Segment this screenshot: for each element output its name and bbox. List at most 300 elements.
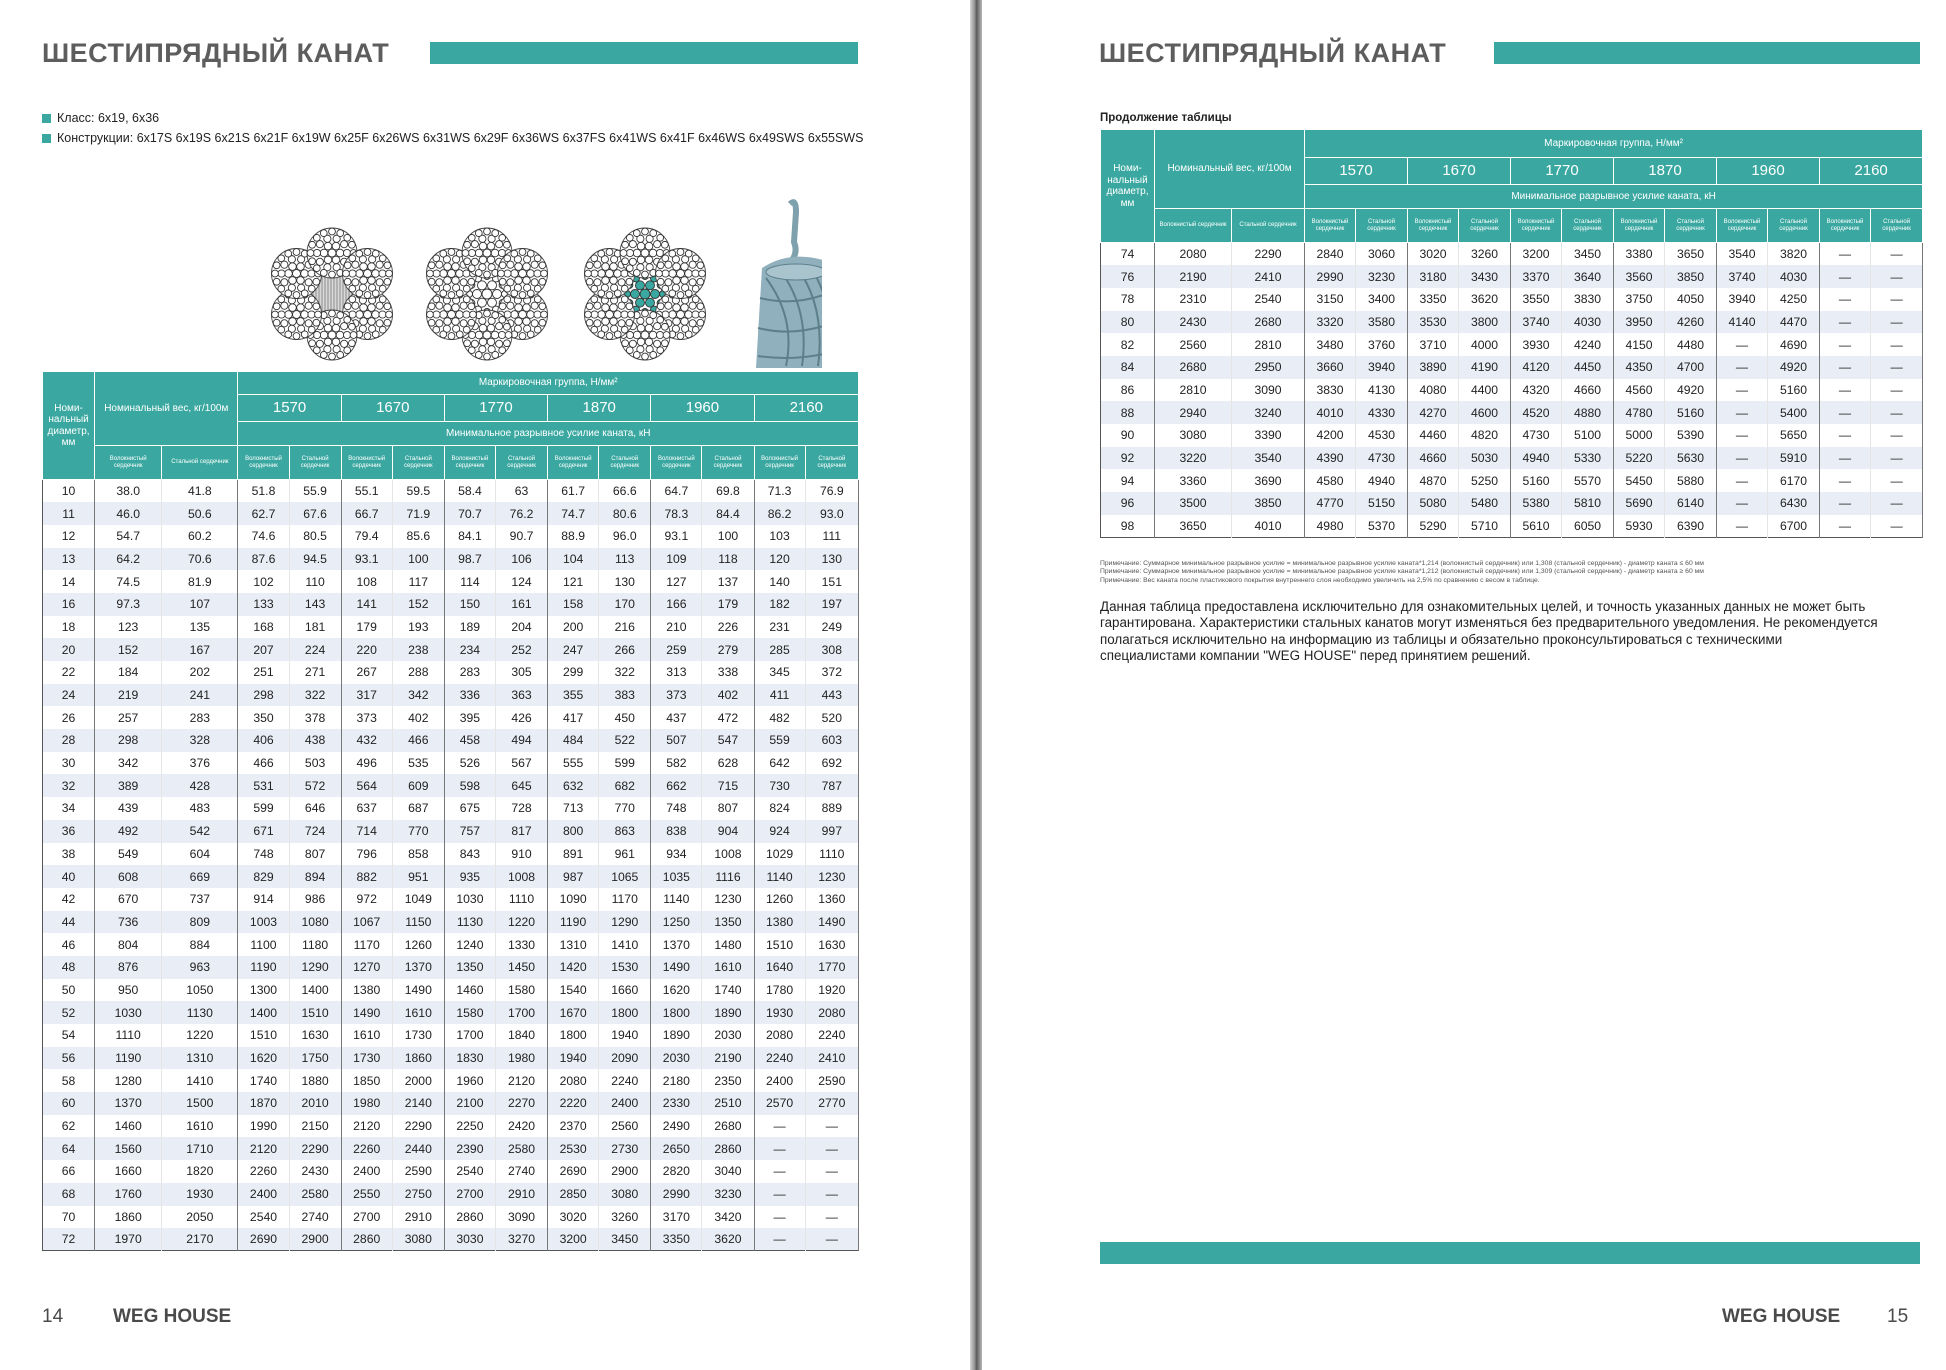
force-cell: 2770 (805, 1092, 858, 1115)
force-cell: 124 (495, 570, 547, 593)
diameter-cell: 62 (43, 1115, 95, 1138)
weight-cell: 3850 (1232, 492, 1305, 515)
force-cell: 986 (289, 888, 341, 911)
weight-header: Номинальный вес, кг/100м (1155, 130, 1305, 209)
weight-cell: 439 (95, 797, 162, 820)
force-cell: 2990 (1305, 265, 1356, 288)
force-cell: 4350 (1614, 356, 1665, 379)
diameter-cell: 22 (43, 661, 95, 684)
force-cell: 1920 (805, 979, 858, 1002)
force-cell: 2260 (341, 1137, 392, 1160)
diameter-cell: 36 (43, 820, 95, 843)
rope-specs (42, 111, 863, 151)
force-cell: — (1820, 447, 1871, 470)
force-cell: 363 (495, 684, 547, 707)
diameter-cell: 58 (43, 1069, 95, 1092)
force-cell: 4260 (1665, 311, 1717, 334)
force-cell: 494 (495, 729, 547, 752)
force-cell: 757 (444, 820, 495, 843)
force-cell: 93.0 (805, 502, 858, 525)
table-row (43, 1001, 859, 1024)
force-cell: 2400 (238, 1183, 289, 1206)
diameter-header: Номи-нальный диаметр, мм (43, 372, 95, 480)
fiber-core-header: Волокнистый сердечник (1511, 209, 1562, 243)
force-cell: 4140 (1717, 311, 1768, 334)
force-cell: 5480 (1459, 492, 1511, 515)
force-cell: 2290 (392, 1115, 444, 1138)
force-cell: 1510 (238, 1024, 289, 1047)
force-cell: 4000 (1459, 333, 1511, 356)
force-cell: 535 (392, 752, 444, 775)
grade-2160: 2160 (754, 395, 858, 422)
weight-cell: 2940 (1155, 401, 1232, 424)
force-cell: 3530 (1408, 311, 1459, 334)
force-cell: 152 (392, 593, 444, 616)
force-cell: 891 (548, 843, 599, 866)
weight-cell: 608 (95, 865, 162, 888)
table-row (1101, 401, 1923, 424)
right-page (982, 0, 1946, 1370)
force-cell: 2730 (599, 1137, 651, 1160)
weight-cell: 3220 (1155, 447, 1232, 470)
force-cell: 4870 (1408, 469, 1459, 492)
force-cell: 3450 (1562, 243, 1614, 266)
force-cell: — (1871, 515, 1923, 538)
force-cell: 2510 (702, 1092, 754, 1115)
table-row (1101, 288, 1923, 311)
force-cell: 1029 (754, 843, 805, 866)
weight-cell: 3080 (1155, 424, 1232, 447)
force-cell: 770 (392, 820, 444, 843)
force-cell: 1049 (392, 888, 444, 911)
force-cell: 1610 (392, 1001, 444, 1024)
force-cell: 59.5 (392, 480, 444, 503)
weight-cell: 670 (95, 888, 162, 911)
diameter-cell: 44 (43, 911, 95, 934)
weight-cell: 1370 (95, 1092, 162, 1115)
force-cell: 80.6 (599, 502, 651, 525)
weight-cell: 1500 (162, 1092, 238, 1115)
weight-cell: 1460 (95, 1115, 162, 1138)
grade-1670: 1670 (1408, 158, 1511, 185)
force-cell: 555 (548, 752, 599, 775)
force-cell: 130 (599, 570, 651, 593)
force-cell: 1400 (289, 979, 341, 1002)
force-cell: 252 (495, 638, 547, 661)
force-cell: 317 (341, 684, 392, 707)
force-cell: 71.3 (754, 480, 805, 503)
force-cell: 531 (238, 774, 289, 797)
table-row (43, 933, 859, 956)
weight-cell: 1190 (95, 1047, 162, 1070)
force-cell: 4390 (1305, 447, 1356, 470)
force-cell: 1610 (341, 1024, 392, 1047)
weight-cell: 669 (162, 865, 238, 888)
force-cell: 5810 (1562, 492, 1614, 515)
force-cell: 5400 (1768, 401, 1820, 424)
force-cell: 6390 (1665, 515, 1717, 538)
table-row (1101, 333, 1923, 356)
force-cell: 79.4 (341, 525, 392, 548)
force-cell: 4200 (1305, 424, 1356, 447)
force-cell: 1700 (495, 1001, 547, 1024)
force-cell: 3270 (495, 1228, 547, 1251)
table-row (43, 1115, 859, 1138)
table-row (43, 843, 859, 866)
page-title: ШЕСТИПРЯДНЫЙ КАНАТ (1099, 38, 1447, 68)
force-cell: 1150 (392, 911, 444, 934)
force-cell: 342 (392, 684, 444, 707)
force-cell: 2400 (599, 1092, 651, 1115)
force-cell: 637 (341, 797, 392, 820)
force-cell: 76.2 (495, 502, 547, 525)
force-cell: — (805, 1160, 858, 1183)
force-cell: 100 (702, 525, 754, 548)
core-header-row (1101, 209, 1923, 243)
force-cell: 63 (495, 480, 547, 503)
weight-cell: 736 (95, 911, 162, 934)
table-row (43, 1183, 859, 1206)
force-cell: 972 (341, 888, 392, 911)
force-cell: — (1717, 469, 1768, 492)
force-cell: — (1820, 379, 1871, 402)
weight-cell: 123 (95, 616, 162, 639)
force-cell: 6050 (1562, 515, 1614, 538)
force-cell: — (1871, 243, 1923, 266)
table-row (43, 729, 859, 752)
force-cell: 1580 (495, 979, 547, 1002)
force-cell: 1610 (702, 956, 754, 979)
force-cell: 372 (805, 661, 858, 684)
force-cell: 64.7 (651, 480, 702, 503)
force-cell: — (1871, 469, 1923, 492)
force-cell: 308 (805, 638, 858, 661)
rope-table-continuation (1100, 129, 1923, 538)
force-cell: 1310 (548, 933, 599, 956)
weight-cell: 950 (95, 979, 162, 1002)
table-row (43, 956, 859, 979)
force-cell: 432 (341, 729, 392, 752)
left-page (0, 0, 970, 1370)
diameter-cell: 68 (43, 1183, 95, 1206)
brand-name: WEG HOUSE (113, 1306, 232, 1327)
force-cell: 4920 (1768, 356, 1820, 379)
force-cell: 1080 (289, 911, 341, 934)
force-cell: 2390 (444, 1137, 495, 1160)
steel-core-header: Стальной сердечник (1459, 209, 1511, 243)
diameter-cell: 66 (43, 1160, 95, 1183)
force-cell: 4880 (1562, 401, 1614, 424)
diameter-cell: 14 (43, 570, 95, 593)
force-cell: 3940 (1717, 288, 1768, 311)
force-cell: 4190 (1459, 356, 1511, 379)
weight-cell: 3500 (1155, 492, 1232, 515)
weight-cell: 2190 (1155, 265, 1232, 288)
force-cell: 143 (289, 593, 341, 616)
weight-cell: 202 (162, 661, 238, 684)
weight-cell: 2950 (1232, 356, 1305, 379)
table-row (1101, 311, 1923, 334)
force-cell: 207 (238, 638, 289, 661)
force-cell: 1630 (805, 933, 858, 956)
force-cell: 3230 (702, 1183, 754, 1206)
diameter-cell: 10 (43, 480, 95, 503)
force-cell: 770 (599, 797, 651, 820)
title-accent-bar (430, 42, 858, 64)
weight-cell: 2170 (162, 1228, 238, 1251)
force-cell: 671 (238, 820, 289, 843)
weight-cell: 2410 (1232, 265, 1305, 288)
grade-1870: 1870 (1614, 158, 1717, 185)
force-cell: 3650 (1665, 243, 1717, 266)
force-cell: 62.7 (238, 502, 289, 525)
force-cell: 2120 (495, 1069, 547, 1092)
force-cell: 120 (754, 548, 805, 571)
force-cell: 3890 (1408, 356, 1459, 379)
force-cell: — (1820, 424, 1871, 447)
diameter-cell: 78 (1101, 288, 1155, 311)
force-cell: 1230 (702, 888, 754, 911)
force-cell: 5150 (1356, 492, 1408, 515)
disclaimer-line: Данная таблица предоставлена исключительно для ознакомительных целей, и точность указанных данных не может быть (1100, 599, 1866, 614)
steel-core-header: Стальной сердечник (162, 446, 238, 480)
table-row (43, 1092, 859, 1115)
force-cell: 547 (702, 729, 754, 752)
force-cell: 103 (754, 525, 805, 548)
force-cell: 2240 (599, 1069, 651, 1092)
force-cell: — (1871, 492, 1923, 515)
force-cell: 3180 (1408, 265, 1459, 288)
force-cell: 2330 (651, 1092, 702, 1115)
table-row (43, 1024, 859, 1047)
force-cell: 2540 (444, 1160, 495, 1183)
force-cell: 1350 (444, 956, 495, 979)
force-cell: 2270 (495, 1092, 547, 1115)
force-cell: 114 (444, 570, 495, 593)
force-cell: 378 (289, 706, 341, 729)
force-cell: 1940 (599, 1024, 651, 1047)
force-cell: 93.1 (341, 548, 392, 571)
weight-cell: 2540 (1232, 288, 1305, 311)
weight-cell: 1760 (95, 1183, 162, 1206)
force-cell: 951 (392, 865, 444, 888)
force-cell: 645 (495, 774, 547, 797)
force-cell: 3350 (1408, 288, 1459, 311)
table-body (1101, 243, 1923, 538)
weight-cell: 963 (162, 956, 238, 979)
force-cell: 298 (238, 684, 289, 707)
force-cell: 1300 (238, 979, 289, 1002)
force-cell: — (1717, 333, 1768, 356)
force-cell: 137 (702, 570, 754, 593)
force-cell: 5390 (1665, 424, 1717, 447)
force-cell: 1630 (289, 1024, 341, 1047)
force-cell: 2250 (444, 1115, 495, 1138)
force-cell: 3760 (1356, 333, 1408, 356)
force-cell: 288 (392, 661, 444, 684)
force-cell: 2740 (289, 1206, 341, 1229)
force-cell: 4730 (1356, 447, 1408, 470)
force-cell: 5370 (1356, 515, 1408, 538)
weight-cell: 604 (162, 843, 238, 866)
force-cell: 2350 (702, 1069, 754, 1092)
diameter-cell: 48 (43, 956, 95, 979)
table-row (43, 502, 859, 525)
force-cell: 238 (392, 638, 444, 661)
force-cell: 484 (548, 729, 599, 752)
force-cell: 108 (341, 570, 392, 593)
force-cell: 598 (444, 774, 495, 797)
weight-cell: 2680 (1232, 311, 1305, 334)
force-cell: 3080 (599, 1183, 651, 1206)
weight-cell: 1660 (95, 1160, 162, 1183)
weight-cell: 428 (162, 774, 238, 797)
force-cell: 1770 (805, 956, 858, 979)
force-cell: — (1717, 401, 1768, 424)
force-cell: 80.5 (289, 525, 341, 548)
diameter-cell: 30 (43, 752, 95, 775)
weight-cell: 2050 (162, 1206, 238, 1229)
force-cell: 5380 (1511, 492, 1562, 515)
force-cell: 466 (238, 752, 289, 775)
force-cell: 817 (495, 820, 547, 843)
force-cell: 438 (289, 729, 341, 752)
force-cell: 94.5 (289, 548, 341, 571)
force-cell: 628 (702, 752, 754, 775)
diameter-cell: 26 (43, 706, 95, 729)
force-cell: 3560 (1614, 265, 1665, 288)
force-cell: 2580 (289, 1183, 341, 1206)
force-cell: 1420 (548, 956, 599, 979)
weight-cell: 1050 (162, 979, 238, 1002)
steel-core-header: Стальной сердечник (289, 446, 341, 480)
force-cell: 4730 (1511, 424, 1562, 447)
force-cell: 526 (444, 752, 495, 775)
force-cell: 2150 (289, 1115, 341, 1138)
steel-core-header: Стальной сердечник (392, 446, 444, 480)
weight-cell: 804 (95, 933, 162, 956)
force-cell: 5160 (1768, 379, 1820, 402)
force-cell: — (1820, 265, 1871, 288)
force-cell: 894 (289, 865, 341, 888)
force-cell: 730 (754, 774, 805, 797)
force-cell: 472 (702, 706, 754, 729)
force-cell: 934 (651, 843, 702, 866)
force-cell: 2860 (444, 1206, 495, 1229)
weight-cell: 2080 (1155, 243, 1232, 266)
force-cell: 904 (702, 820, 754, 843)
force-cell: 2400 (754, 1069, 805, 1092)
title-accent-bar (1494, 42, 1920, 64)
diameter-cell: 32 (43, 774, 95, 797)
weight-cell: 884 (162, 933, 238, 956)
force-cell: 1840 (495, 1024, 547, 1047)
force-cell: 5330 (1562, 447, 1614, 470)
force-cell: — (805, 1206, 858, 1229)
force-cell: 2900 (289, 1228, 341, 1251)
weight-cell: 2680 (1155, 356, 1232, 379)
force-cell: 417 (548, 706, 599, 729)
weight-cell: 1280 (95, 1069, 162, 1092)
force-cell: — (1871, 447, 1923, 470)
steel-core-header: Стальной сердечник (1768, 209, 1820, 243)
diameter-cell: 18 (43, 616, 95, 639)
force-cell: 2910 (392, 1206, 444, 1229)
diameter-cell: 54 (43, 1024, 95, 1047)
force-cell: 1350 (702, 911, 754, 934)
force-cell: 4050 (1665, 288, 1717, 311)
grade-1960: 1960 (1717, 158, 1820, 185)
force-cell: 1730 (392, 1024, 444, 1047)
diameter-cell: 24 (43, 684, 95, 707)
weight-cell: 1710 (162, 1137, 238, 1160)
force-cell: 3350 (651, 1228, 702, 1251)
force-cell: 1930 (754, 1001, 805, 1024)
weight-cell: 241 (162, 684, 238, 707)
force-cell: 603 (805, 729, 858, 752)
weight-cell: 38.0 (95, 480, 162, 503)
force-cell: 3620 (1459, 288, 1511, 311)
force-cell: 1170 (599, 888, 651, 911)
diameter-cell: 11 (43, 502, 95, 525)
book-spine (970, 0, 982, 1370)
force-cell: 4450 (1562, 356, 1614, 379)
fiber-core-header: Волокнистый сердечник (1305, 209, 1356, 243)
diameter-cell: 50 (43, 979, 95, 1002)
rope-cross-sections (262, 198, 822, 370)
force-cell: 2680 (702, 1115, 754, 1138)
force-cell: — (1820, 492, 1871, 515)
force-cell: 2690 (548, 1160, 599, 1183)
force-cell: 1110 (495, 888, 547, 911)
force-cell: 1870 (238, 1092, 289, 1115)
force-cell: 2430 (289, 1160, 341, 1183)
force-cell: 111 (805, 525, 858, 548)
force-cell: 71.9 (392, 502, 444, 525)
force-cell: 197 (805, 593, 858, 616)
force-cell: 133 (238, 593, 289, 616)
force-cell: 2650 (651, 1137, 702, 1160)
force-cell: 210 (651, 616, 702, 639)
force-cell: 796 (341, 843, 392, 866)
force-cell: 249 (805, 616, 858, 639)
table-row (1101, 492, 1923, 515)
force-cell: 406 (238, 729, 289, 752)
force-cell: 98.7 (444, 548, 495, 571)
force-cell: 997 (805, 820, 858, 843)
force-cell: 450 (599, 706, 651, 729)
force-cell: 2530 (548, 1137, 599, 1160)
force-cell: 522 (599, 729, 651, 752)
force-cell: 2120 (238, 1137, 289, 1160)
table-row (1101, 379, 1923, 402)
force-cell: 1480 (702, 933, 754, 956)
force-cell: 1740 (702, 979, 754, 1002)
weight-cell: 1110 (95, 1024, 162, 1047)
force-cell: 1270 (341, 956, 392, 979)
steel-core-header: Стальной сердечник (805, 446, 858, 480)
force-cell: 2550 (341, 1183, 392, 1206)
force-cell: — (754, 1137, 805, 1160)
force-cell: 807 (702, 797, 754, 820)
force-cell: 599 (238, 797, 289, 820)
force-cell: 5930 (1614, 515, 1665, 538)
force-cell: 829 (238, 865, 289, 888)
force-cell: 127 (651, 570, 702, 593)
force-cell: 1110 (805, 843, 858, 866)
diameter-cell: 34 (43, 797, 95, 820)
force-cell: 1830 (444, 1047, 495, 1070)
